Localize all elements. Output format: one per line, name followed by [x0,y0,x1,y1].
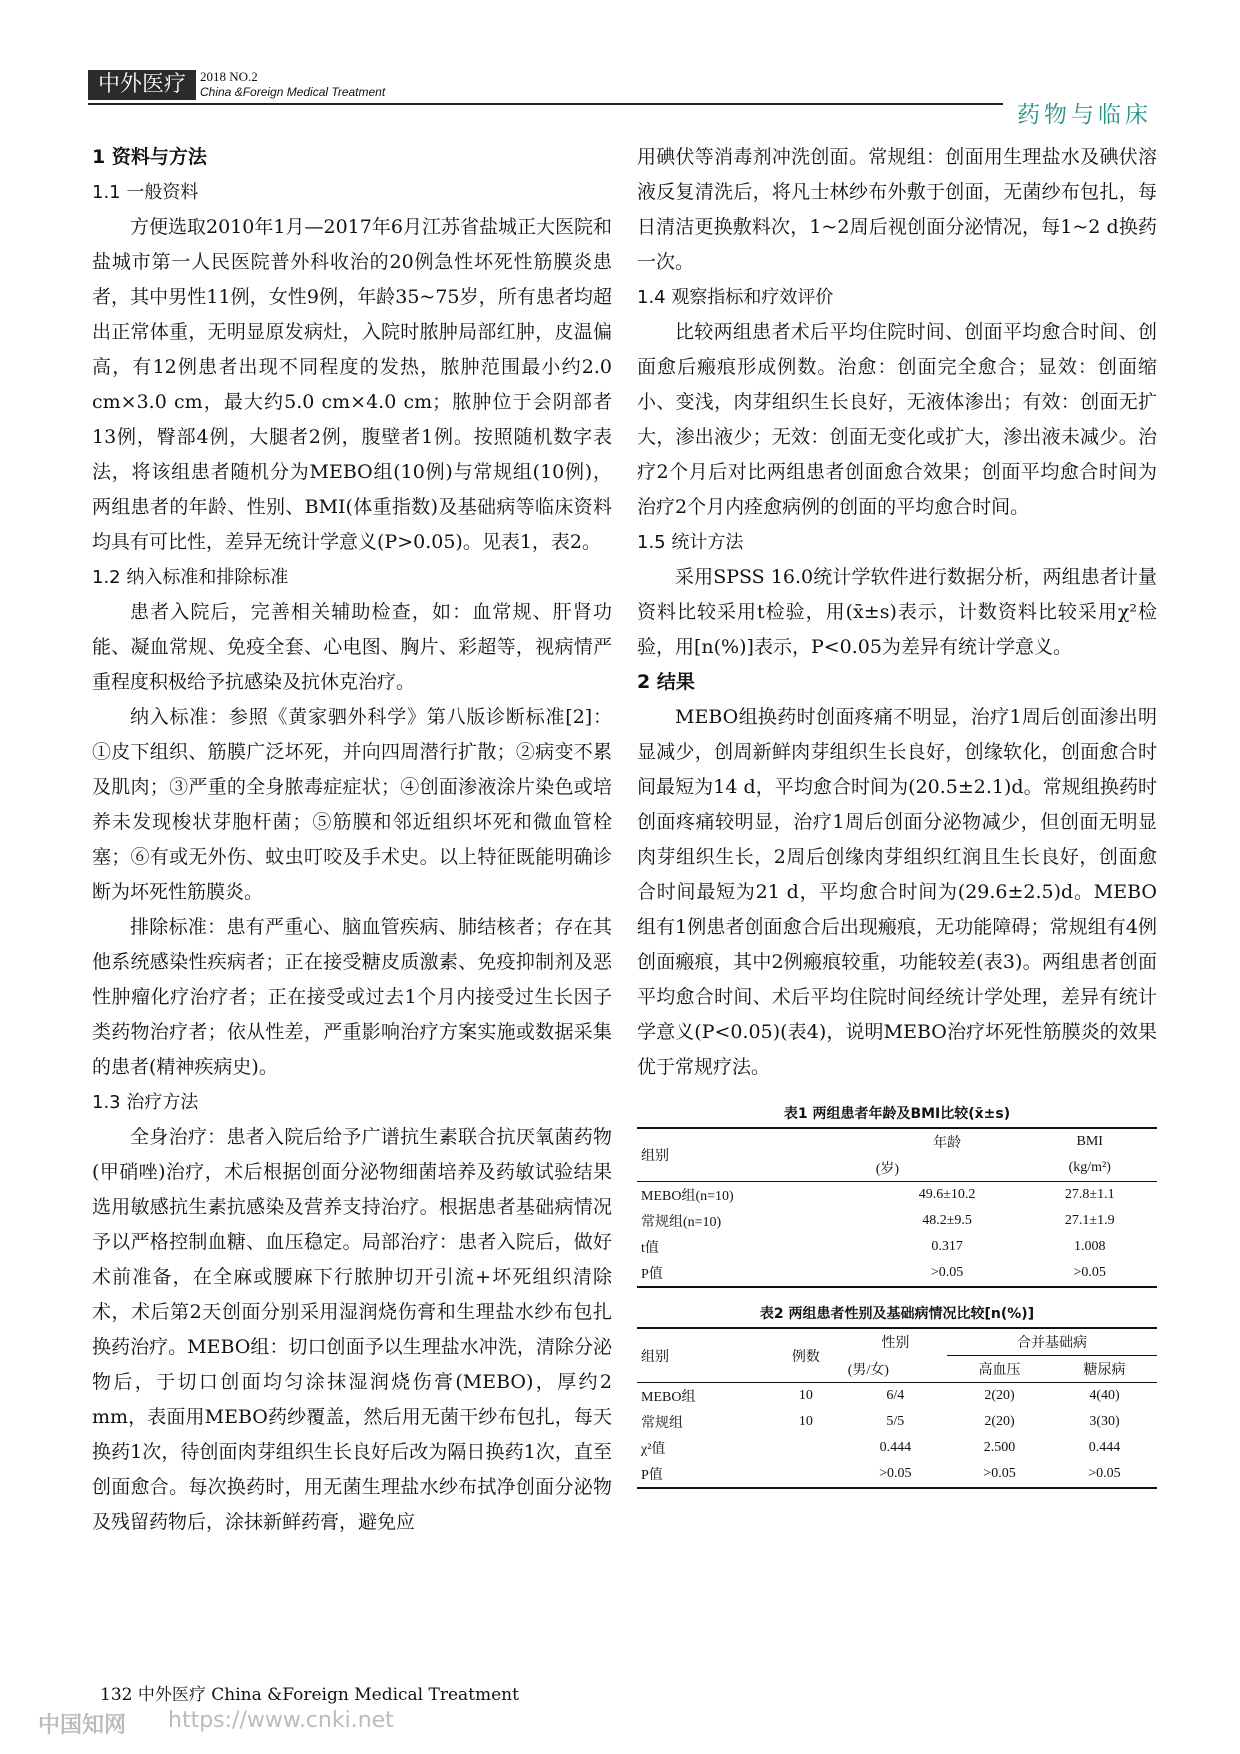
section-heading: 1.2 纳入标准和排除标准 [92,567,289,588]
table-cell: 10 [798,1388,813,1403]
paragraph: MEBO组换药时创面疼痛不明显，治疗1周后创面渗出明显减少，创周新鲜肉芽组织生长良好，创缘软化，创面愈合时间最短为14 d，平均愈合时间为(20.5±2.1)d。常规组换药时创面疼痛较明显，治疗1周后创面分泌物减少，但创面无明显肉芽组织生长，2周后创缘肉芽组织红润且生长良好，创面愈合时间最短为21 d，平均愈合时间为(29.6±2.5)d。MEBO组有1例患者创面愈合后出现瘢痕，无功能障碍；常规组有4例创面瘢痕，其中2例瘢痕较重，功能较差(表3)。两组患者创面平均愈合时间、术后平均住院时间经统计学处理，差异有统计学意义(P<0.05)(表4)，说明MEBO治疗坏死性筋膜炎的效果优于常规疗法。 [637,706,1157,1078]
journal-logo: 中外医疗 [88,70,196,100]
table-cell [768,1435,844,1461]
paragraph: 用碘伏等消毒剂冲洗创面。常规组：创面用生理盐水及碘伏溶液反复清洗后，将凡士林纱布外敷于创面，无菌纱布包扎，每日清洁更换敷料次，1~2周后视创面分泌情况，每1~2 d换药一次。 [637,146,1157,273]
table-1-header-bmi: BMI [1076,1134,1103,1149]
table-cell: t值 [641,1241,659,1256]
watermark-brand: 中国知网 [38,1713,127,1738]
table-cell: MEBO组 [641,1390,696,1405]
table-cell: P值 [641,1267,663,1282]
year-issue: 2018 NO.2 [200,69,258,84]
table-2-header-sex-unit: (男/女) [844,1356,947,1383]
watermark-url[interactable]: https://www.cnki.net [168,1708,394,1733]
table-cell: 27.8±1.1 [1064,1187,1115,1202]
table-cell: 0.444 [879,1440,912,1455]
section-heading: 1.3 治疗方法 [92,1092,199,1113]
table-cell: 1.008 [1073,1239,1106,1254]
page-footer: 132 中外医疗 China &Foreign Medical Treatment [100,1685,519,1705]
table-cell: >0.05 [879,1466,912,1481]
paragraph: 纳入标准：参照《黄家驷外科学》第八版诊断标准[2]：①皮下组织、筋膜广泛坏死，并向四周潜行扩散；②病变不累及肌肉；③严重的全身脓毒症症状；④创面渗液涂片染色或培养未发现梭状芽胞杆菌；⑤筋膜和邻近组织坏死和微血管栓塞；⑥有或无外伤、蚊虫叮咬及手术史。以上特征既能明确诊断为坏死性筋膜炎。 [92,706,612,903]
table-1-header-age-unit: (岁) [872,1155,1023,1182]
section-heading: 1.4 观察指标和疗效评价 [637,287,834,308]
table-2-caption: 表2 两组患者性别及基础病情况比较[n(%)] [759,1306,1035,1322]
table-cell: 10 [798,1414,813,1429]
table-cell: >0.05 [1088,1466,1121,1481]
table-cell: χ²值 [641,1442,666,1457]
paragraph: 采用SPSS 16.0统计学软件进行数据分析，两组患者计量资料比较采用t检验，用(x̄±s)表示，计数资料比较采用χ²检验，用[n(%)]表示，P<0.05为差异有统计学意义。 [637,566,1157,658]
table-cell: >0.05 [983,1466,1016,1481]
header-rule [88,103,1152,105]
table-1-header-group: 组别 [637,1128,872,1182]
table-cell: 0.444 [1088,1440,1121,1455]
table-cell: 6/4 [886,1388,905,1403]
table-cell: 0.317 [931,1239,963,1254]
table-2-header-sex: 性别 [881,1336,910,1352]
table-row [637,1234,1157,1260]
right-column [637,140,1157,1085]
section-heading: 1 资料与方法 [92,146,207,168]
table-cell: 2(20) [984,1414,1015,1429]
table-cell: 2.500 [983,1440,1016,1455]
table-cell [768,1461,844,1488]
table-2-header-group: 组别 [637,1328,768,1383]
journal-name-en: China &Foreign Medical Treatment [200,85,386,99]
table-1-header-bmi-unit: (kg/m²) [1022,1155,1157,1182]
table-cell: 27.1±1.9 [1064,1213,1115,1228]
paragraph: 方便选取2010年1月—2017年6月江苏省盐城正大医院和盐城市第一人民医院普外科收治的20例急性坏死性筋膜炎患者，其中男性11例，女性9例，年龄35~75岁，所有患者均超出正常体重，无明显原发病灶，入院时脓肿局部红肿，皮温偏高，有12例患者出现不同程度的发热，脓肿范围最小约2.0 cm×3.0 cm，最大约5.0 cm×4.0 cm；脓肿位于会阴部者13例，臀部4例，大腿者2例，腹壁者1例。按照随机数字表法，将该组患者随机分为MEBO组(10例)与常规组(10例)，两组患者的年龄、性别、BMI(体重指数)及基础病等临床资料均具有可比性，差异无统计学意义(P>0.05)。见表1，表2。 [92,216,612,553]
table-cell: P值 [641,1468,663,1483]
section-heading: 2 结果 [637,671,695,693]
table-row [637,1435,1157,1461]
table-cell: 2(20) [984,1388,1015,1403]
table-row [637,1409,1157,1435]
table-cell: 49.6±10.2 [918,1187,976,1202]
section-title: 药物与临床 [1003,96,1152,129]
table-1-caption: 表1 两组患者年龄及BMI比较(x̄±s) [783,1106,1011,1122]
paragraph: 患者入院后，完善相关辅助检查，如：血常规、肝肾功能、凝血常规、免疫全套、心电图、胸片、彩超等，视病情严重程度积极给予抗感染及抗休克治疗。 [92,601,612,693]
table-row [637,1208,1157,1234]
table-cell: 48.2±9.5 [922,1213,972,1228]
table-cell: >0.05 [1073,1265,1106,1280]
table-row [637,1260,1157,1287]
table-2-header-comorbid: 合并基础病 [947,1328,1157,1356]
table-1 [637,1103,1157,1288]
table-1-header-age: 年龄 [933,1136,962,1151]
section-heading: 1.1 一般资料 [92,182,199,203]
table-cell: 3(30) [1089,1414,1120,1429]
paragraph: 比较两组患者术后平均住院时间、创面平均愈合时间、创面愈后瘢痕形成例数。治愈：创面完全愈合；显效：创面缩小、变浅，肉芽组织生长良好，无液体渗出；有效：创面无扩大，渗出液少；无效：创面无变化或扩大，渗出液未减少。治疗2个月后对比两组患者创面愈合效果；创面平均愈合时间为治疗2个月内痊愈病例的创面的平均愈合时间。 [637,321,1157,518]
paragraph: 全身治疗：患者入院后给予广谱抗生素联合抗厌氧菌药物(甲硝唑)治疗，术后根据创面分泌物细菌培养及药敏试验结果选用敏感抗生素抗感染及营养支持治疗。根据患者基础病情况予以严格控制血糖、血压稳定。局部治疗：患者入院后，做好术前准备，在全麻或腰麻下行脓肿切开引流+坏死组织清除术，术后第2天创面分别采用湿润烧伤膏和生理盐水纱布包扎换药治疗。MEBO组：切口创面予以生理盐水冲洗，清除分泌物后，于切口创面均匀涂抹湿润烧伤膏(MEBO)，厚约2 mm，表面用MEBO药纱覆盖，然后用无菌干纱布包扎，每天换药1次，待创面肉芽组织生长良好后改为隔日换药1次，直至创面愈合。每次换药时，用无菌生理盐水纱布拭净创面分泌物及残留药物后，涂抹新鲜药膏，避免应 [92,1126,612,1533]
table-row [637,1383,1157,1410]
table-row [637,1461,1157,1488]
table-2-header-count: 例数 [768,1328,844,1383]
section-heading: 1.5 统计方法 [637,532,744,553]
table-cell: 常规组(n=10) [641,1215,722,1230]
table-2-header-htn: 高血压 [947,1356,1052,1383]
table-2-header-dm: 糖尿病 [1052,1356,1157,1383]
table-row [637,1182,1157,1209]
table-cell: 5/5 [886,1414,905,1429]
table-cell: 4(40) [1089,1388,1120,1403]
left-column [92,140,612,1540]
table-cell: MEBO组(n=10) [641,1189,734,1204]
table-cell: >0.05 [930,1265,964,1280]
table-2 [637,1303,1157,1489]
table-cell: 常规组 [641,1416,683,1431]
paragraph: 排除标准：患有严重心、脑血管疾病、肺结核者；存在其他系统感染性疾病者；正在接受糖皮质激素、免疫抑制剂及恶性肿瘤化疗治疗者；正在接受或过去1个月内接受过生长因子类药物治疗者；依从性差，严重影响治疗方案实施或数据采集的患者(精神疾病史)。 [92,916,612,1078]
